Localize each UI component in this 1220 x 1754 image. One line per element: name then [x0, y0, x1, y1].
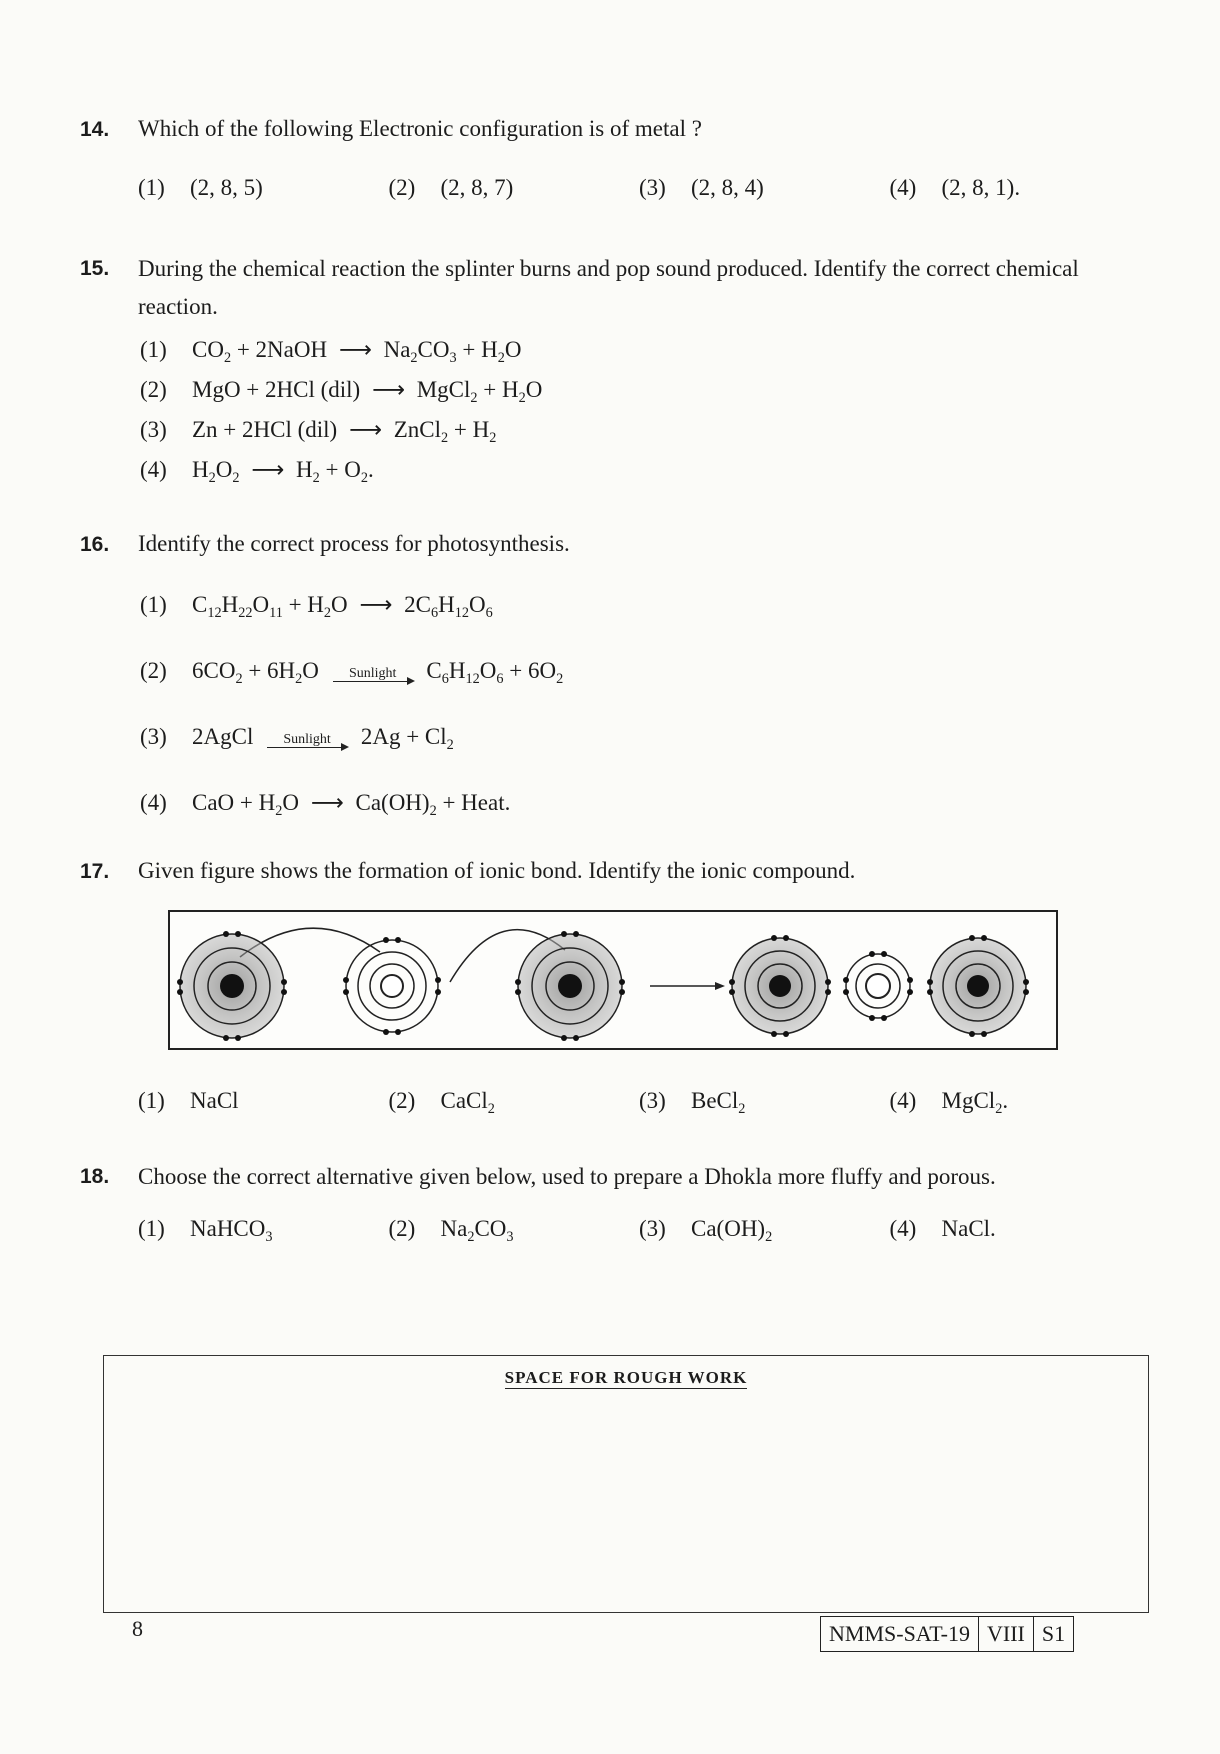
- option-text: $Ca(OH)_2$: [691, 1216, 773, 1245]
- question-15: [80, 250, 1140, 490]
- option-number: (4): [140, 457, 167, 482]
- ion-atom: [930, 938, 1026, 1034]
- option-1[interactable]: [138, 1082, 389, 1120]
- option-1[interactable]: [138, 169, 389, 207]
- question-number: 16.: [80, 533, 110, 556]
- option-3[interactable]: [639, 169, 890, 207]
- question-number: 15.: [80, 257, 110, 280]
- option-3[interactable]: [639, 1082, 890, 1120]
- option-text: NaCl: [190, 1088, 239, 1113]
- question-text: Choose the correct alternative given below, used to prepare a Dhokla more fluffy and porous.: [138, 1164, 996, 1189]
- option-1[interactable]: [140, 330, 1140, 370]
- option-1[interactable]: [140, 572, 1140, 638]
- question-text: Identify the correct process for photosynthesis.: [138, 531, 570, 556]
- ionic-bond-figure: [168, 910, 1058, 1050]
- metal-atom: [180, 934, 284, 1038]
- option-text: (2, 8, 7): [440, 175, 514, 200]
- options: [80, 169, 1140, 207]
- nonmetal-atom: [346, 940, 438, 1032]
- option-4[interactable]: [140, 770, 1140, 836]
- equation: MgO + 2HCl (dil) ⟶ MgCl$_2$ + $H_2O$: [192, 377, 543, 406]
- question-number: 18.: [80, 1165, 110, 1188]
- question-17: [80, 852, 1140, 891]
- option-number: (3): [639, 1088, 666, 1113]
- options: [80, 572, 1140, 836]
- paper-code-exam: NMMS-SAT-19: [821, 1617, 979, 1651]
- option-text: (2, 8, 1).: [941, 175, 1021, 200]
- question-text: Which of the following Electronic configuration is of metal ?: [138, 116, 702, 141]
- ion-atom: [732, 938, 828, 1034]
- rough-work-box: [103, 1355, 1149, 1613]
- option-2[interactable]: [389, 169, 640, 207]
- question-number: 17.: [80, 860, 110, 883]
- option-number: (3): [639, 1216, 666, 1241]
- option-number: (4): [889, 1216, 917, 1241]
- paper-code: [820, 1616, 1074, 1652]
- equation: $C_{12}H_{22}O_{11} + H_2O$ ⟶ $2C_6H_{12}O_6$: [192, 592, 493, 621]
- equation: Zn + 2HCl (dil) ⟶ ZnCl$_2$ + $H_2$: [192, 417, 497, 446]
- option-number: (2): [140, 377, 167, 402]
- option-number: (4): [889, 175, 917, 200]
- option-text: NaHCO$_3$: [190, 1216, 273, 1245]
- option-number: (2): [388, 1216, 416, 1241]
- option-number: (4): [889, 1088, 917, 1113]
- option-number: (1): [138, 1216, 165, 1241]
- options: [80, 1082, 1140, 1120]
- option-2[interactable]: [140, 638, 1140, 704]
- option-number: (1): [140, 592, 167, 617]
- option-2[interactable]: [389, 1082, 640, 1120]
- metal-atom: [518, 934, 622, 1038]
- sunlight-arrow: [333, 666, 413, 682]
- equation: $H_2O_2$ ⟶ $H_2 + O_2$.: [192, 457, 374, 486]
- option-2[interactable]: [389, 1210, 640, 1248]
- question-17-options: [80, 1082, 1140, 1120]
- option-text: MgCl$_2$.: [941, 1088, 1009, 1117]
- option-number: (4): [140, 790, 167, 815]
- question-text: During the chemical reaction the splinter burns and pop sound produced. Identify the correct chemical reaction.: [138, 256, 1079, 319]
- equation: 2AgCl Sunlight $2Ag + Cl_2$: [192, 724, 454, 753]
- question-text: Given figure shows the formation of ionic bond. Identify the ionic compound.: [138, 858, 856, 883]
- question-18: [80, 1158, 1140, 1248]
- option-number: (3): [140, 724, 167, 749]
- option-4[interactable]: [140, 450, 1140, 490]
- option-number: (2): [388, 1088, 416, 1113]
- options: [80, 1210, 1140, 1248]
- option-3[interactable]: [140, 410, 1140, 450]
- option-text: $Na_2CO_3$: [440, 1216, 514, 1245]
- question-number: 14.: [80, 118, 110, 141]
- equation: $CO_2$ + 2NaOH ⟶ $Na_2CO_3 + H_2O$: [192, 337, 522, 366]
- option-1[interactable]: [138, 1210, 389, 1248]
- paper-code-class: VIII: [979, 1617, 1034, 1651]
- paper-code-set: S1: [1041, 1621, 1066, 1646]
- option-3[interactable]: [639, 1210, 890, 1248]
- option-3[interactable]: [140, 704, 1140, 770]
- option-4[interactable]: [890, 169, 1141, 207]
- option-text: CaCl$_2$: [440, 1088, 495, 1117]
- equation: $6CO_2 + 6H_2O$ Sunlight $C_6H_{12}O_6 + 6O_2$: [192, 658, 564, 687]
- option-2[interactable]: [140, 370, 1140, 410]
- option-text: BeCl$_2$: [691, 1088, 746, 1117]
- option-number: (3): [639, 175, 666, 200]
- rough-work-label: SPACE FOR ROUGH WORK: [504, 1368, 748, 1387]
- option-number: (1): [138, 175, 165, 200]
- option-4[interactable]: [890, 1082, 1141, 1120]
- equation: CaO + $H_2O$ ⟶ $Ca(OH)_2$ + Heat.: [192, 790, 511, 819]
- page-number: 8: [132, 1616, 143, 1641]
- option-text: (2, 8, 5): [190, 175, 263, 200]
- ion-atom: [846, 954, 910, 1018]
- option-number: (2): [388, 175, 416, 200]
- question-14: [80, 110, 1140, 207]
- rough-work-title: [104, 1368, 1148, 1388]
- ionic-bond-diagram: [170, 912, 1056, 1048]
- arrow-label: Sunlight: [283, 732, 331, 748]
- option-number: (1): [140, 337, 167, 362]
- sunlight-arrow: [267, 732, 347, 748]
- question-16: [80, 525, 1140, 836]
- option-text: (2, 8, 4): [691, 175, 764, 200]
- options: [80, 330, 1140, 490]
- option-number: (2): [140, 658, 167, 683]
- option-number: (3): [140, 417, 167, 442]
- option-text: NaCl.: [941, 1216, 996, 1241]
- arrow-label: Sunlight: [348, 666, 397, 682]
- option-number: (1): [138, 1088, 165, 1113]
- option-4[interactable]: [890, 1210, 1141, 1248]
